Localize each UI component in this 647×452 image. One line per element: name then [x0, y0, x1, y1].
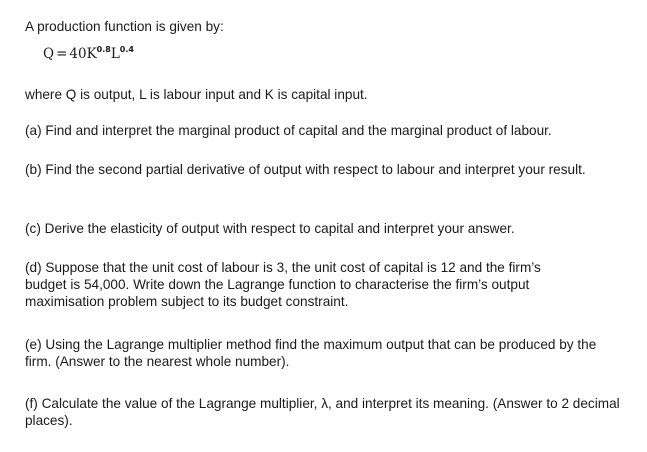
intro-text: A production function is given by: [25, 19, 224, 34]
question-b: (b) Find the second partial derivative of output with respect to labour and interpret your result. [25, 162, 586, 177]
equation-labour-variable: L [110, 46, 120, 62]
production-function-equation [43, 44, 134, 64]
question-f: (f) Calculate the value of the Lagrange multiplier, λ, and interpret its meaning. (Answer to 2 decimal places). [25, 396, 620, 428]
question-a: (a) Find and interpret the marginal product of capital and the marginal product of labour. [25, 123, 552, 138]
question-e: (e) Using the Lagrange multiplier method find the maximum output that can be produced by the firm. (Answer to the nearest whole number). [25, 337, 597, 369]
variable-definition: where Q is output, L is labour input and K is capital input. [25, 87, 368, 102]
equation-equals: = [56, 46, 68, 62]
equation-coefficient: 40K [69, 46, 97, 62]
equation-lhs: Q [43, 46, 55, 62]
question-c: (c) Derive the elasticity of output with respect to capital and interpret your answer. [25, 221, 515, 236]
capital-exponent: 0.8 [96, 45, 111, 54]
question-d: (d) Suppose that the unit cost of labour is 3, the unit cost of capital is 12 and the firm’s budget is 54,000. Write down the Lagrange function to characterise the firm’s output maximisation problem subject to its budget constraint. [25, 260, 541, 309]
labour-exponent: 0.4 [119, 45, 134, 54]
